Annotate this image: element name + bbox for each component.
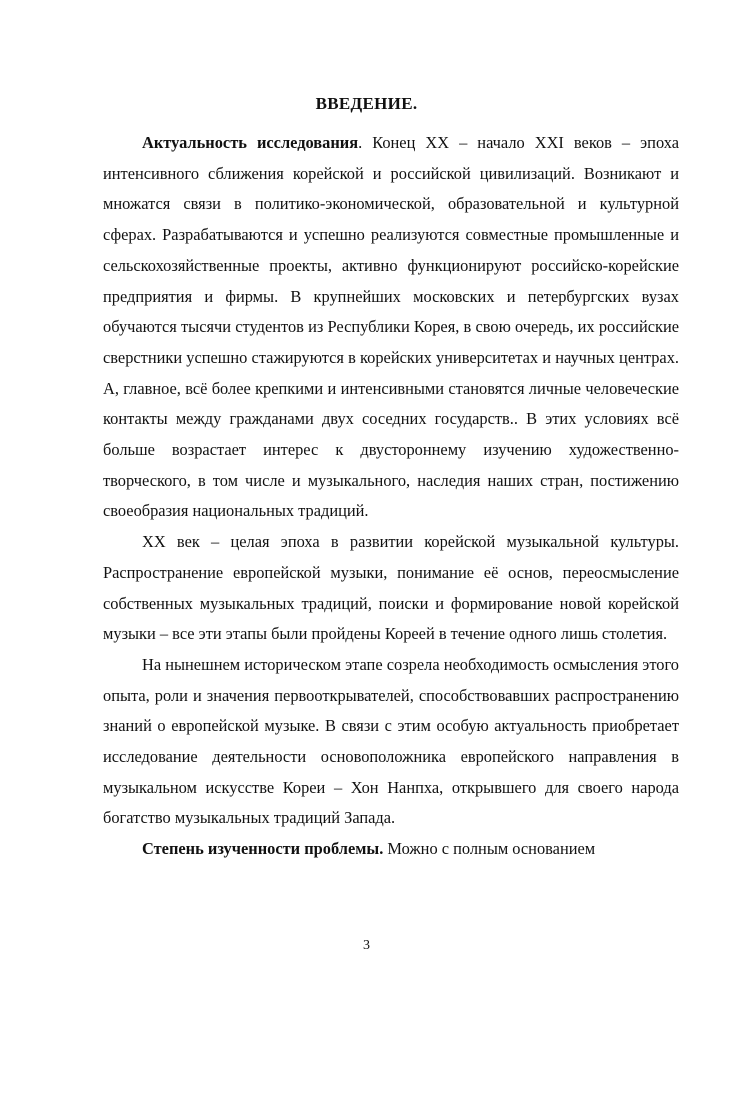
- paragraph-text: Можно с полным основанием: [383, 839, 596, 859]
- paragraph-lead: Степень изученности проблемы.: [142, 839, 384, 859]
- paragraph-current-stage: [103, 650, 679, 834]
- paragraph-text: На нынешнем историческом этапе созрела необходимость осмысления этого опыта, роли и значения первооткрывателей, способствовавших распространению знаний о европейской музыке. В связи с этим особую актуальность приобретает исследование деятельности основоположника европейского направления в музыкальном искусстве Кореи – Хон Нанпха, открывшего для своего народа богатство музыкальных традиций Запада.: [103, 654, 679, 828]
- paragraph-degree-of-study: [103, 834, 679, 865]
- paragraph-text: . Конец XX – начало XXI веков – эпоха интенсивного сближения корейской и российской цивилизаций. Возникают и множатся связи в политико-экономической, образовательной и культурной сферах. Разрабатываются и успешно реализуются совместные промышленные и сельскохозяйственные проекты, активно функционируют российско-корейские предприятия и фирмы. В крупнейших московских и петербургских вузах обучаются тысячи студентов из Республики Корея, в свою очередь, их российские сверстники успешно стажируются в корейских университетах и научных центрах. А, главное, всё более крепкими и интенсивными становятся личные человеческие контакты между гражданами двух соседних государств.. В этих условиях всё больше возрастает интерес к двустороннему изучению художественно-творческого, в том числе и музыкального, наследия наших стран, постижению своеобразия национальных традиций.: [103, 133, 679, 521]
- paragraph-text: XX век – целая эпоха в развитии корейской музыкальной культуры. Распространение европейской музыки, понимание её основ, переосмысление собственных музыкальных традиций, поиски и формирование новой корейской музыки – все эти этапы были пройдены Кореей в течение одного лишь столетия.: [103, 532, 679, 644]
- paragraph-twentieth-century: [103, 527, 679, 650]
- page-number: 3: [363, 938, 370, 953]
- body-text: [103, 128, 679, 865]
- section-title: ВВЕДЕНИЕ.: [315, 94, 418, 113]
- paragraph-lead: Актуальность исследования: [142, 133, 359, 152]
- paragraph-relevance: [103, 128, 679, 527]
